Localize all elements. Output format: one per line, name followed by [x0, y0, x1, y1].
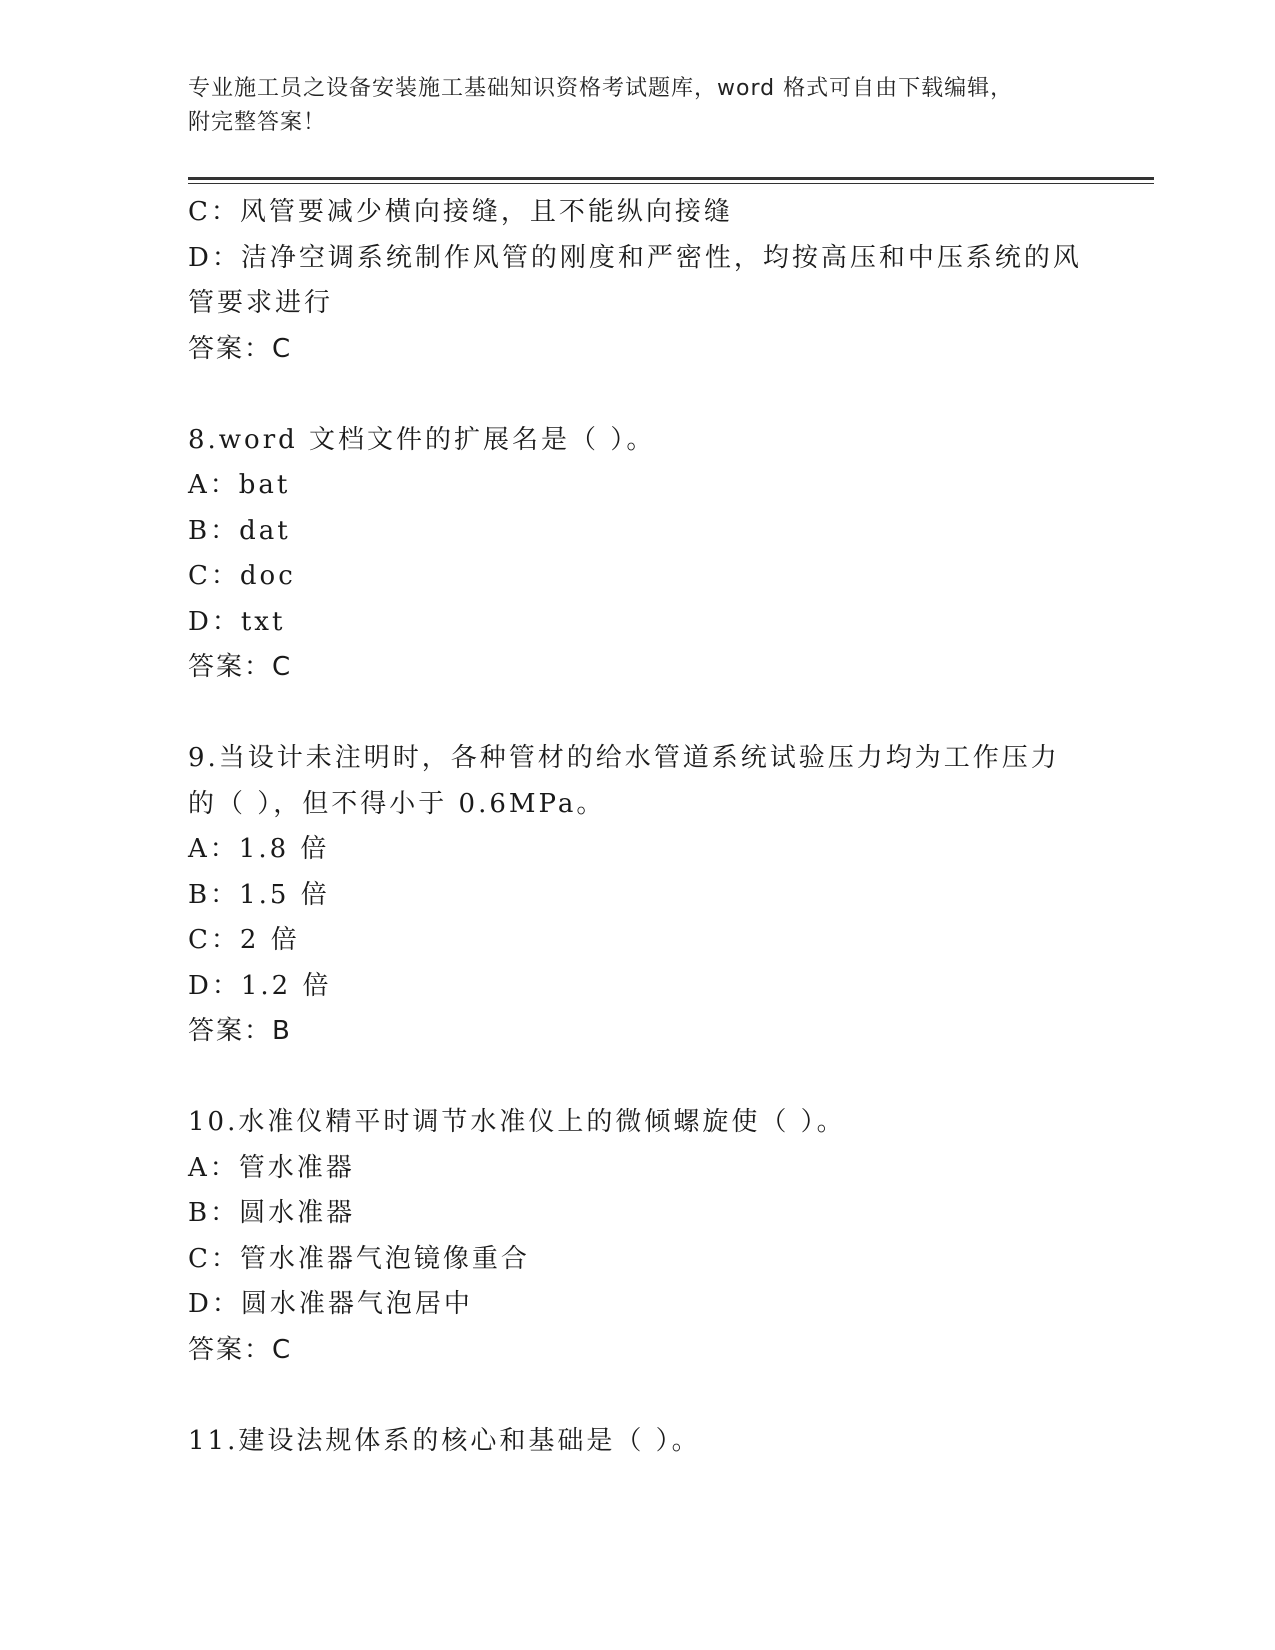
header-divider-thick — [188, 177, 1154, 180]
question-spacer — [188, 1055, 1088, 1101]
document-header — [188, 72, 1088, 140]
question-list — [188, 372, 1088, 1464]
question-block — [188, 418, 1088, 691]
question-stem: 9.当设计未注明时，各种管材的给水管道系统试验压力均为工作压力 — [188, 743, 1060, 773]
question-option: C：doc — [188, 561, 296, 591]
question-option: A：bat — [188, 470, 291, 500]
question-block — [188, 1419, 1088, 1465]
question-option: A：1.8 倍 — [188, 834, 330, 864]
question-block — [188, 1100, 1088, 1373]
option-c: C：风管要减少横向接缝，且不能纵向接缝 — [188, 197, 733, 227]
question-option: D：1.2 倍 — [188, 970, 332, 1001]
document-body — [188, 190, 1088, 1464]
option-d: D：洁净空调系统制作风管的刚度和严密性，均按高压和中压系统的风 — [188, 242, 1082, 273]
question-spacer — [188, 372, 1088, 418]
question-option: D：txt — [188, 606, 286, 637]
answer: 答案：B — [188, 1016, 292, 1046]
answer: 答案：C — [188, 333, 293, 364]
question-option: B：圆水准器 — [188, 1198, 356, 1228]
question-stem: 的（ ），但不得小于 0.6MPa。 — [188, 788, 606, 819]
question-option: B：1.5 倍 — [188, 879, 330, 910]
question-option: B：dat — [188, 515, 291, 546]
header-divider-thin — [188, 183, 1154, 184]
question-spacer — [188, 1373, 1088, 1419]
question-stem: 8.word 文档文件的扩展名是（ ）。 — [188, 424, 656, 455]
question-option: D：圆水准器气泡居中 — [188, 1289, 473, 1319]
question-option: A：管水准器 — [188, 1152, 355, 1183]
question-option: C：管水准器气泡镜像重合 — [188, 1243, 530, 1274]
previous-question — [188, 190, 1088, 372]
question-stem: 11.建设法规体系的核心和基础是（ ）。 — [188, 1425, 701, 1456]
answer: 答案：C — [188, 652, 293, 682]
question-block — [188, 736, 1088, 1055]
question-stem: 10.水准仪精平时调节水准仪上的微倾螺旋使（ ）。 — [188, 1107, 846, 1137]
option-d-continued: 管要求进行 — [188, 288, 334, 318]
header-line-1: 专业施工员之设备安装施工基础知识资格考试题库，word 格式可自由下载编辑， — [188, 76, 1014, 101]
question-option: C：2 倍 — [188, 925, 300, 955]
answer: 答案：C — [188, 1334, 293, 1365]
question-spacer — [188, 691, 1088, 737]
header-line-2: 附完整答案！ — [188, 110, 327, 135]
